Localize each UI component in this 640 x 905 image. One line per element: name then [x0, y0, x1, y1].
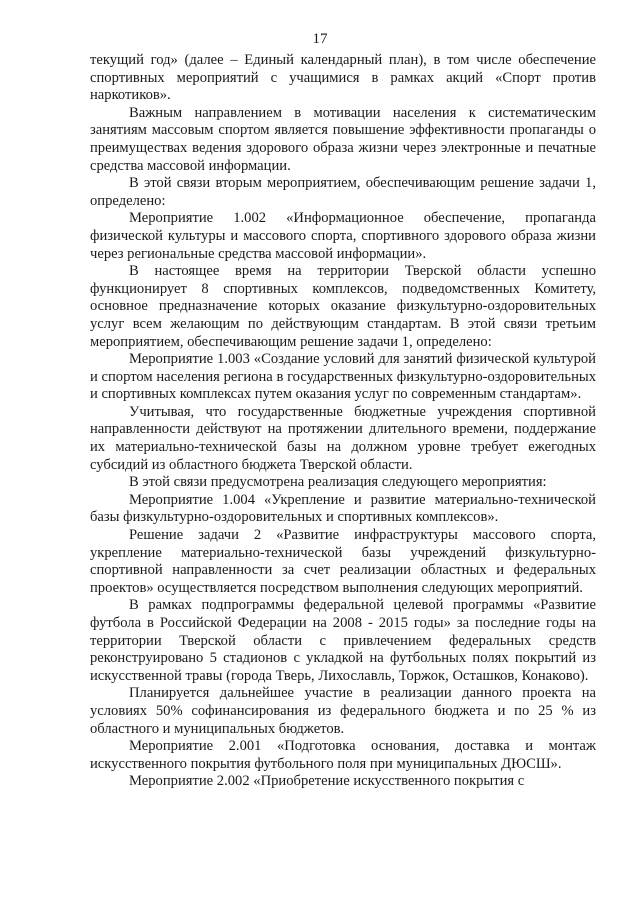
paragraph-continuation: текущий год» (далее – Единый календарный план), в том числе обеспечение спортивных мероприятий с учащимися в рамках акций «Спорт против наркотиков».	[90, 52, 596, 104]
paragraph: Мероприятие 1.004 «Укрепление и развитие материально-технической базы физкультурно-оздоровительных и спортивных комплексов».	[90, 491, 596, 526]
paragraph: Решение задачи 2 «Развитие инфраструктуры массового спорта, укрепление материально-технической базы учреждений физкультурно-спортивной направленности за счет реализации областных и федеральных проектов» осуществляется посредством выполнения следующих мероприятий.	[90, 527, 596, 596]
paragraph: Важным направлением в мотивации населения к систематическим занятиям массовым спортом является повышение эффективности пропаганды о преимуществах ведения здорового образа жизни через электронные и печатные средства массовой информации.	[90, 104, 596, 174]
paragraph: В рамках подпрограммы федеральной целевой программы «Развитие футбола в Российской Федерации на 2008 - 2015 годы» за последние годы на территории Тверской области с привлечением федеральных средств реконструировано 5 стадионов с укладкой на футбольных полях покрытий из искусственной травы (города Тверь, Лихославль, Торжок, Осташков, Конаково).	[90, 597, 596, 684]
paragraph: В настоящее время на территории Тверской области успешно функционирует 8 спортивных комплексов, подведомственных Комитету, основное предназначение которых оказание физкультурно-оздоровительных услуг всем желающим по действующим стандартам. В этой связи третьим мероприятием, обеспечивающим решение задачи 1, определено:	[90, 263, 596, 350]
paragraph: Учитывая, что государственные бюджетные учреждения спортивной направленности действуют на протяжении длительного времени, поддержание их материально-технической базы на должном уровне требует ежегодных субсидий из областного бюджета Тверской области.	[90, 403, 596, 473]
paragraph: Планируется дальнейшее участие в реализации данного проекта на условиях 50% софинансирования из федерального бюджета и по 25 % из областного и муниципальных бюджетов.	[90, 685, 596, 737]
paragraph: Мероприятие 2.002 «Приобретение искусственного покрытия с	[129, 773, 525, 790]
paragraph: В этой связи вторым мероприятием, обеспечивающим решение задачи 1, определено:	[90, 175, 596, 209]
paragraph: Мероприятие 2.001 «Подготовка основания, доставка и монтаж искусственного покрытия футбольного поля при муниципальных ДЮСШ».	[90, 738, 596, 772]
paragraph: Мероприятие 1.002 «Информационное обеспечение, пропаганда физической культуры и массового спорта, спортивного здорового образа жизни через региональные средства массовой информации».	[90, 210, 596, 262]
page-number: 17	[312, 31, 328, 47]
paragraph: Мероприятие 1.003 «Создание условий для занятий физической культурой и спортом населения региона в государственных физкультурно-оздоровительных и спортивных комплексах путем оказания услуг по современным стандартам».	[90, 351, 596, 403]
paragraph: В этой связи предусмотрена реализация следующего мероприятия:	[129, 474, 547, 491]
document-body	[90, 52, 596, 791]
